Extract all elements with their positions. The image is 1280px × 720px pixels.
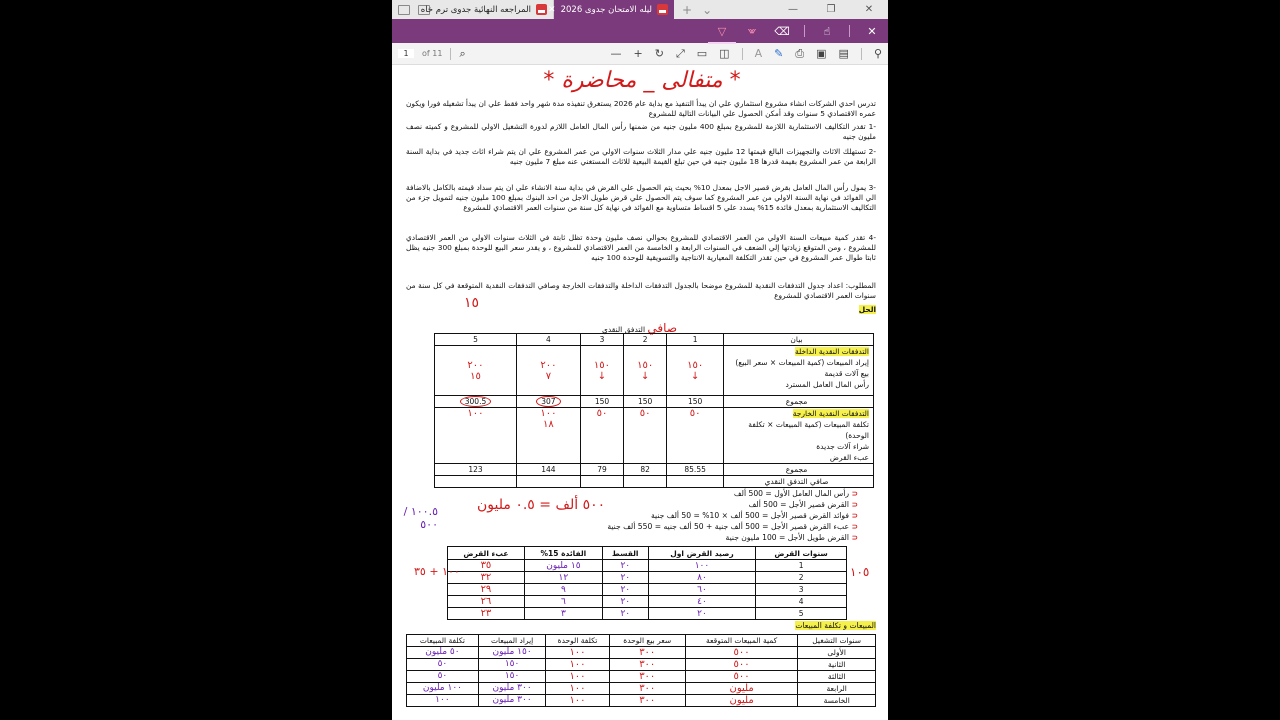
draw-pen-icon[interactable]: ▽ [714, 25, 730, 38]
outflows-block: التدفقات النقدية الخارجة تكلفة المبيعات (كمية المبيعات × تكلفة الوحدة) شراء آلات جديدة عبء القرض ٥٠ ٥٠ ٥٠ ١٠٠ ١٨ ١٠٠ [435, 408, 874, 464]
highlight-text-icon[interactable]: ⩖ [747, 24, 757, 37]
table-row: الرابعة مليون ٣٠٠ ١٠٠ ٣٠٠ مليون ١٠٠ مليون [407, 682, 876, 694]
table-row: الثالثة ٥٠٠ ٣٠٠ ١٠٠ ١٥٠ ٥٠ [407, 670, 876, 682]
inflows-title: التدفقات النقدية الداخلة [794, 347, 869, 356]
tab-review[interactable] [420, 0, 554, 19]
edge-pdf-window [392, 0, 888, 720]
ink-note-right: ١٠٥ [850, 565, 870, 579]
solution-label: الحل [858, 305, 876, 314]
ink-side-calc: ١٠٠ + ٣٥ [414, 565, 460, 578]
tab-bar [392, 0, 888, 19]
item-4: -4 تقدر كمية مبيعات السنة الاولي من العمر الاقتصادي للمشروع بحوالي نصف مليون وحدة تظل ثابتة في الثلاث سنوات الاولي من العمر الاقتصادي للمشروع ، ومن المتوقع زيادتها إلي الضعف في السنوات الرابعة و الخامسة من العمر الاقتصادي للمشروع ، و يقدر سعر البيع للوحدة بمبلغ 300 جنيه يظل ثابتا طوال عمر المشروع في حين تقدر التكلفة المعيارية الانتاجية والتسويقية للوحدة 100 جنيه [406, 233, 876, 262]
cash-flow-caption: صافي التدفق النقدي [602, 321, 678, 335]
close-ink-icon[interactable]: ✕ [867, 24, 877, 38]
note: ⊂ عبء القرض قصير الأجل = 500 ألف جنية + 50 ألف جنيه = 550 ألف جنية [607, 521, 858, 532]
page-total: of 11 [422, 49, 443, 58]
divider [849, 25, 850, 37]
search-icon[interactable]: ⌕ [459, 46, 466, 60]
table-row: 3 ٦٠ ٢٠ ٩ ٢٩ [448, 584, 847, 596]
note: ⊂ فوائد القرض قصير الأجل = 500 ألف × 10% = 50 ألف جنية [607, 510, 858, 521]
tab-label: المراجعه النهائية جدوى ترم خاه [420, 4, 531, 15]
table-row: 1 ١٠٠ ٢٠ ١٥ مليون ٣٥ [448, 560, 847, 572]
table-row: الخامسة مليون ٣٠٠ ١٠٠ ٣٠٠ مليون ١٠٠ [407, 694, 876, 706]
save-icon[interactable]: ▣ [816, 47, 827, 60]
ink-toolbar [392, 19, 888, 43]
rotate-icon[interactable]: ↻ [654, 47, 664, 60]
note: ⊂ رأس المال العامل الأول = 500 ألف [607, 488, 858, 499]
table-row: 5 ٢٠ ٢٠ ٣ ٢٣ [448, 608, 847, 620]
item-1: -1 تقدر التكاليف الاستثمارية اللازمة للمشروع بمبلغ 400 مليون جنيه من ضمنها رأس المال العامل اللازم لدورة التشغيل الاولي للمشروع و كميته نصف مليون جنيه [406, 122, 876, 141]
note: ⊂ القرض قصير الأجل = 500 ألف [607, 499, 858, 510]
divider [742, 48, 743, 60]
divider [804, 25, 805, 37]
close-window-button[interactable]: ✕ [864, 4, 874, 15]
intro-paragraph: تدرس احدي الشركات انشاء مشروع استثماري علي ان يبدأ التنفيذ مع بداية عام 2026 يستغرق تنفيذه مدة شهر واحد فقط علي ان يبدأ تشغيله فورا ويكون عمره الاقتصادي 5 سنوات وقد أمكن الحصول علي البيانات التالية للمشروع [406, 99, 876, 118]
pin-icon[interactable]: ⚲ [873, 47, 882, 60]
item-2: -2 تستهلك الاثاث والتجهيزات البالغ قيمتها 12 مليون جنيه علي مدار الثلاث سنوات الاولي من عمر المشروع علي ان يتم شراء اثاث جديد في بداية السنة الرابعة من عمر المشروع بقيمة قدرها 18 مليون جنيه في حين تبلغ القيمة البيعية للاثاث المستغني عنه مبلغ 7 مليون جنيه [406, 147, 876, 166]
fit-page-icon[interactable]: ⤢ [675, 46, 685, 60]
note: ⊂ القرض طويل الأجل = 100 مليون جنية [607, 532, 858, 543]
table-row: الثانية ٥٠٠ ٣٠٠ ١٠٠ ١٥٠ ٥٠ [407, 658, 876, 670]
draw-icon[interactable]: ✎ [774, 47, 784, 60]
table-row: الأولى ٥٠٠ ٣٠٠ ١٠٠ ١٥٠ مليون ٥٠ مليون [407, 646, 876, 658]
header-row: سنوات القرض رصيد القرض اول القسط الفائدة 15% عبء القرض [448, 547, 847, 560]
divider [861, 48, 862, 60]
zoom-out-button[interactable]: — [610, 47, 622, 60]
new-tab-area [674, 0, 720, 19]
table-row: 2 ٨٠ ٢٠ ١٢ ٣٢ [448, 572, 847, 584]
cash-flow-table [434, 333, 874, 488]
ink-note-margin: ١٠٠.٥ / ٥٠٠ [403, 505, 438, 531]
close-tab-icon[interactable]: ✕ [548, 4, 556, 15]
sales-table [406, 634, 876, 707]
item-3: -3 يمول رأس المال العامل بقرض قصير الاجل بمعدل 10% بحيث يتم الحصول علي القرض في بداية سنة الانشاء علي ان يتم سداد قيمته بالكامل بالاضافة الي الفوائد في نهاية السنة الاولي من عمر المشروع كما سوف يتم الحصول علي قرض طويل الاجل من احد البنوك بمبلغ 100 مليون جنيه لتمويل جزء من التكاليف الاستثمارية بمعدل فائدة 15% يسدد علي 5 اقساط متساوية مع الفوائد في نهاية كل سنة من سنوات العمر الاقتصادي للمشروع [406, 183, 877, 212]
margin-ink-15: ١٥ [464, 295, 480, 311]
outflows-total-row: مجموع 85.55 82 79 144 123 [435, 464, 874, 476]
header-row: بيان 1 2 3 4 5 [435, 334, 874, 346]
sales-caption: المبيعات و تكلفة المبيعات [795, 621, 876, 630]
new-tab-button[interactable]: + [682, 2, 693, 17]
pdf-icon [657, 4, 668, 15]
page-number-input[interactable]: 1 [398, 49, 414, 58]
tab-menu-icon[interactable]: ⌄ [702, 2, 713, 17]
minimize-button[interactable]: — [788, 4, 798, 15]
pdf-page [392, 65, 888, 720]
outflows-title: التدفقات النقدية الخارجة [792, 409, 869, 418]
inflows-block: التدفقات النقدية الداخلة إيراد المبيعات (كمية المبيعات × سعر البيع) بيع آلات قديمة رأس المال العامل المسترد ١٥٠ ↓ ١٥٠ ↓ ١٥٠ ↓ ٢٠٠ ٧ ٢٠٠ ١٥ [435, 346, 874, 396]
loan-notes [607, 488, 858, 543]
tab-label: ليله الامتحان جدوى 2026 [560, 4, 652, 15]
required-paragraph: المطلوب: اعداد جدول التدفقات النقدية للمشروع موضحا بالجدول التدفقات الداخلة والتدفقات الخارجة وصافي التدفقات النقدية المتوقعة في كل سنة من سنوات العمر الاقتصادي للمشروع [406, 281, 876, 300]
touch-write-icon[interactable]: ☝ [823, 24, 831, 38]
loan-schedule-table [447, 546, 847, 620]
read-aloud-icon[interactable]: A [754, 47, 763, 60]
pdf-toolbar [392, 43, 888, 65]
window-controls [774, 0, 888, 19]
workspaces-icon[interactable] [398, 5, 410, 15]
header-row: سنوات التشغيل كمية المبيعات المتوقعة سعر بيع الوحدة تكلفة الوحدة إيراد المبيعات تكلفة المبيعات [407, 635, 876, 647]
inflows-total-row: مجموع 150 150 150 307 300.5 [435, 396, 874, 408]
page-view-icon[interactable]: ◫ [719, 47, 730, 60]
pdf-tools [611, 47, 883, 61]
table-row: 4 ٤٠ ٢٠ ٦ ٢٦ [448, 596, 847, 608]
handwritten-title: * متفالى _ محاضرة * [543, 68, 741, 93]
tab-exam-night[interactable] [548, 0, 674, 19]
net-row: صافي التدفق النقدي [435, 476, 874, 488]
fullscreen-icon[interactable]: ▭ [696, 47, 708, 60]
print-icon[interactable]: ⎙ [795, 46, 805, 60]
pdf-icon [536, 4, 547, 15]
save-as-icon[interactable]: ▤ [838, 47, 849, 60]
eraser-icon[interactable]: ⌫ [774, 24, 790, 38]
divider [450, 48, 451, 60]
ink-note-half-million: ٥٠٠ ألف = ٠.٥ مليون [477, 497, 606, 513]
zoom-in-button[interactable]: + [633, 47, 643, 60]
restore-button[interactable]: ❐ [826, 4, 836, 15]
